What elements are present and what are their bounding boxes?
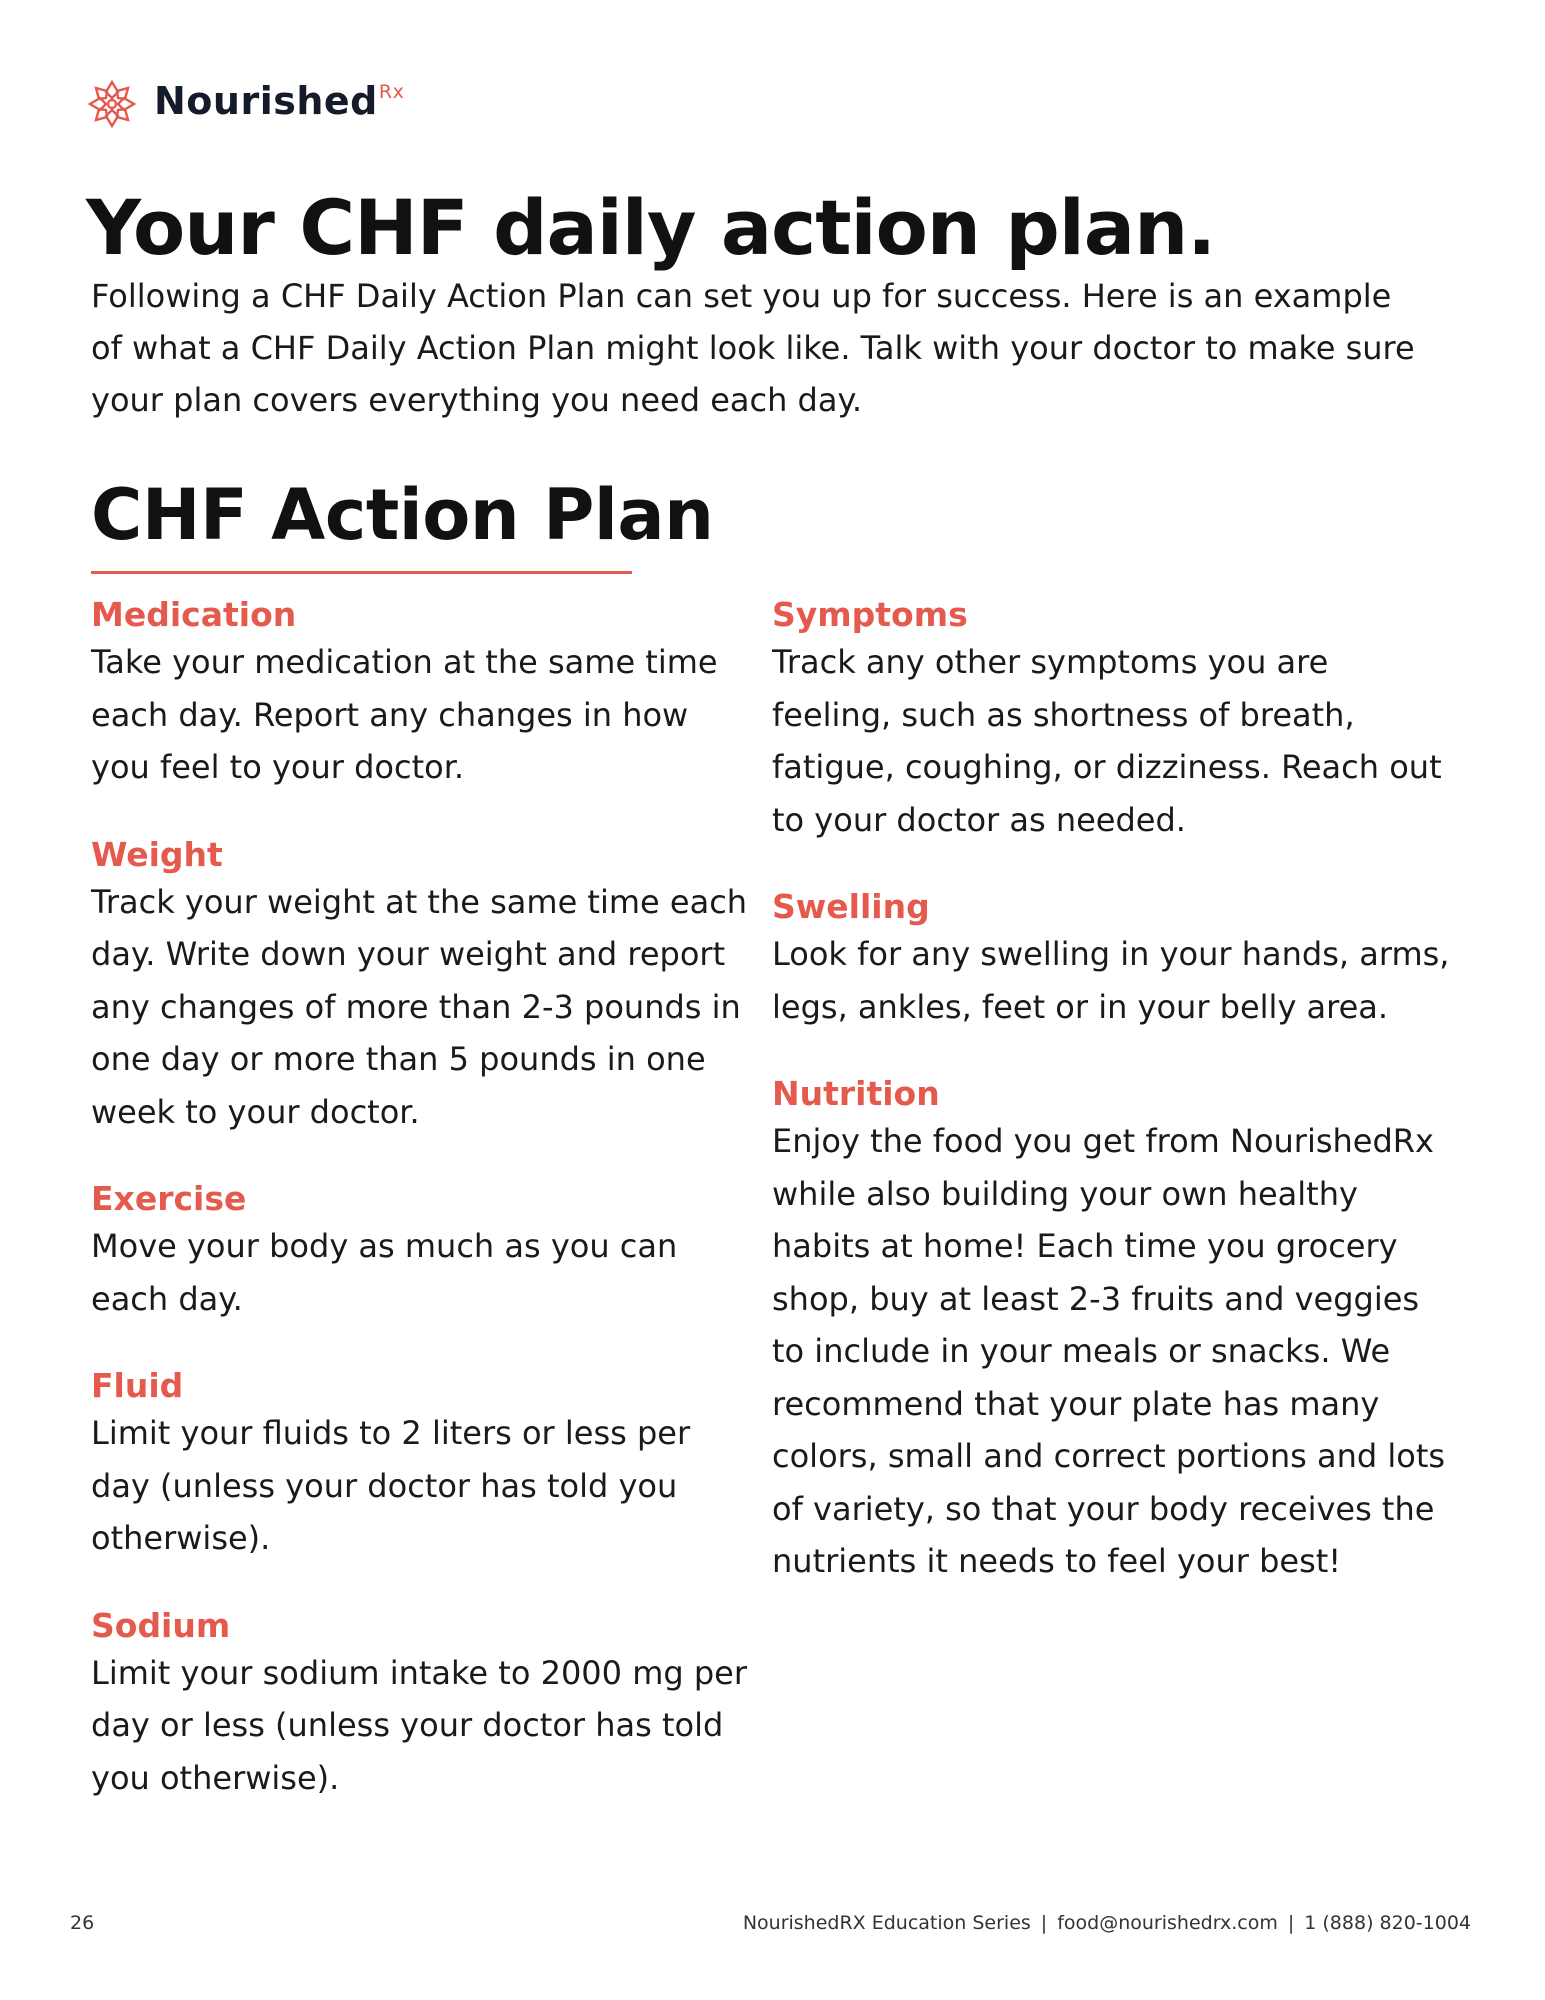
symptoms-text: Track any other symptoms you are feeling, such as shortness of breath, fatigue, coughing, or dizziness. Reach out to your doctor as needed. [772,643,1442,839]
exercise-heading: Exercise [91,1179,247,1218]
footer-info [743,1912,1471,1934]
brand-superscript: Rx [378,80,405,103]
nutrition-heading: Nutrition [772,1074,940,1113]
weight-heading: Weight [91,834,223,874]
title-underline [91,571,632,574]
footer-separator: | [1040,1912,1048,1934]
brand-name: Nourished$^{Rx}$ [154,78,405,123]
weight-block [91,834,751,1139]
medication-heading: Medication [91,595,297,634]
medication-block [91,594,751,794]
medication-text: Take your medication at the same time each day. Report any changes in how you feel to your doctor. [91,643,718,786]
exercise-text: Move your body as much as you can each day. [91,1227,678,1318]
footer-phone[interactable]: 1 (888) 820-1004 [1304,1912,1471,1934]
sodium-text: Limit your sodium intake to 2000 mg per day or less (unless your doctor has told you otherwise). [91,1653,747,1797]
flower-logo-icon [86,78,138,130]
fluid-block [91,1365,751,1565]
sodium-heading: Sodium [91,1605,231,1645]
fluid-text: Limit your fluids to 2 liters or less per day (unless your doctor has told you otherwise). [91,1414,691,1557]
symptoms-block [772,594,1452,846]
sodium-block [91,1605,751,1805]
right-column [772,594,1452,1628]
footer-separator: | [1287,1912,1295,1934]
swelling-heading: Swelling [772,887,930,926]
symptoms-heading: Symptoms [772,595,968,634]
brand-logo [86,78,404,130]
weight-text: Track your weight at the same time each day. Write down your weight and report any changes of more than 2-3 pounds in one day or more than 5 pounds in one week to your doctor. [91,882,748,1131]
swelling-block [772,886,1452,1033]
exercise-block [91,1178,751,1325]
page-number: 26 [70,1912,95,1934]
footer-series: NourishedRX Education Series [742,1912,1031,1934]
section-title: CHF Action Plan [91,474,714,556]
left-column [91,594,751,1844]
page-title: Your CHF daily action plan. [86,183,1216,272]
nutrition-text: Enjoy the food you get from NourishedRx while also building your own healthy habits at home! Each time you grocery shop, buy at least 2-3 fruits and veggies to include in your meals or snacks. We recommend that your plate has many colors, small and correct portions and lots of variety, so that your body receives the nutrients it needs to feel your best! [772,1122,1446,1580]
fluid-heading: Fluid [91,1366,184,1405]
nutrition-block [772,1073,1452,1588]
swelling-text: Look for any swelling in your hands, arms, legs, ankles, feet or in your belly area. [772,935,1450,1026]
footer-email[interactable]: food@nourishedrx.com [1057,1912,1278,1934]
intro-paragraph: Following a CHF Daily Action Plan can set you up for success. Here is an example of what a CHF Daily Action Plan might look like. Talk with your doctor to make sure your plan covers everything you need each day. [91,277,1415,419]
